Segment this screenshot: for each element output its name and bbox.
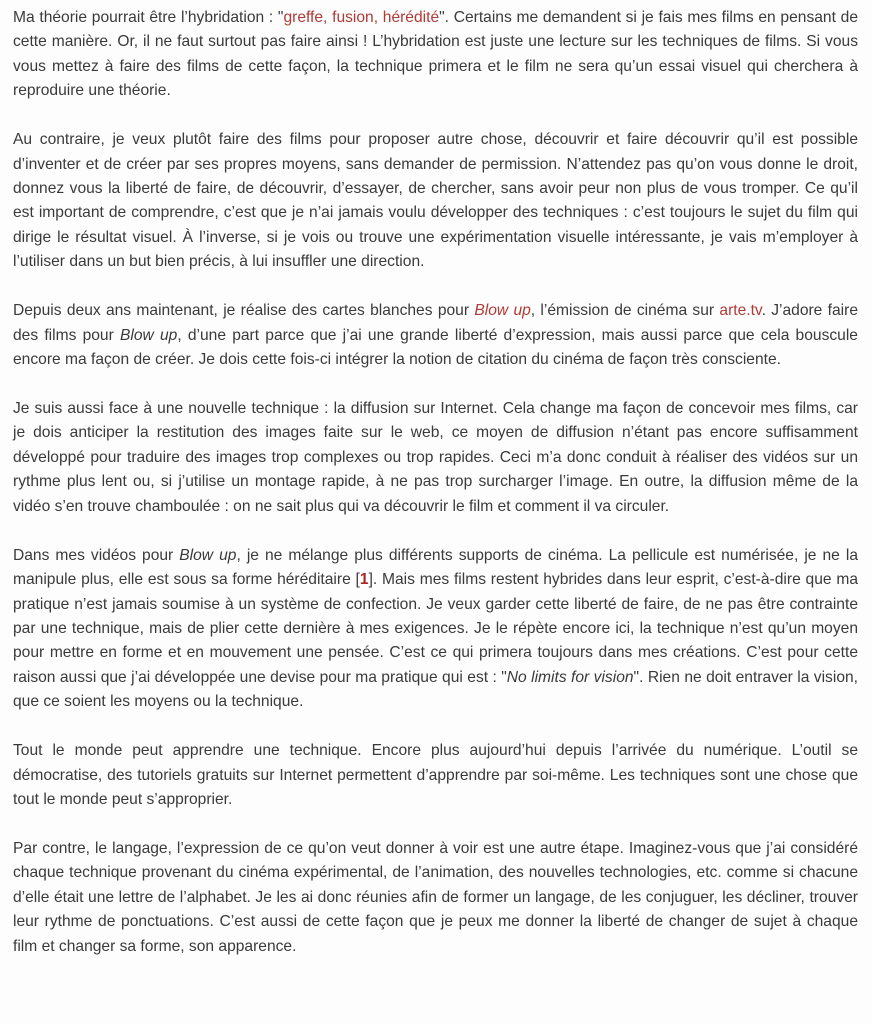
arte-tv-link[interactable]: arte.tv (719, 302, 762, 320)
article-body (13, 6, 858, 984)
blow-up-title: Blow up (179, 546, 237, 564)
paragraph-2: Au contraire, je veux plutôt faire des films pour proposer autre chose, découvrir et faire découvrir qu’il est possible d’inventer et de créer par ses propres moyens, sans demander de permission. N’attendez pas qu’on vous donne le droit, donnez vous la liberté de faire, de découvrir, d’essayer, de chercher, sans avoir peur non plus de vous tromper. Ce qu’il est important de comprendre, c’est que je n’ai jamais voulu développer des techniques : c’est toujours le sujet du film qui dirige le résultat visuel. À l’inverse, si je vois ou trouve une expérimentation visuelle intéressante, je vais m’employer à l’utiliser dans un but bien précis, à lui insuffler une direction. (13, 131, 858, 271)
blow-up-link[interactable] (474, 302, 530, 319)
motto: No limits for vision (506, 668, 634, 686)
paragraph-1 (13, 6, 858, 104)
text-span: , je ne mélange plus différents supports de cinéma. La pellicule est numérisée, je ne la manipule plus, elle est sous sa forme héréditaire [ (13, 546, 858, 589)
text-span: , l’émission de cinéma sur (530, 302, 720, 320)
text-span: Depuis deux ans maintenant, je réalise des cartes blanches pour (13, 302, 475, 320)
text-span: ]. Mais mes films restent hybrides dans leur esprit, c’est-à-dire que ma pratique n’est jamais soumise à un système de confection. Je veux garder cette liberté de faire, de ne pas être contrainte par une technique, mais de plier cette dernière à mes exigences. Je le répète encore ici, la technique n’est qu’un moyen pour mettre en forme et en mouvement une pensée. C’est ce qui primera toujours dans mes créations. C’est pour cette raison aussi que j’ai développée une devise pour ma pratique qui est : " (13, 571, 858, 686)
text-span: ". Rien ne doit entraver la vision, que ce soient les moyens ou la technique. (13, 668, 858, 711)
text-span: Ma théorie pourrait être l’hybridation : " (13, 9, 284, 26)
text-span: ". Certains me demandent si je fais mes films en pensant de cette manière. Or, il ne faut surtout pas faire ainsi ! L’hybridation est juste une lecture sur les techniques de films. Si vous vous mettez à faire des films de cette façon, la technique primera et le film ne sera qu’un essai visuel qui cherchera à reproduire une théorie. (13, 9, 858, 100)
footnote-link-1[interactable]: 1 (359, 571, 369, 589)
blow-up-link-label[interactable]: Blow up (474, 302, 531, 320)
paragraph-6: Tout le monde peut apprendre une technique. Encore plus aujourd’hui depuis l’arrivée du numérique. L’outil se démocratise, des tutoriels gratuits sur Internet permettent d’apprendre par soi-même. Les techniques sont une chose que tout le monde peut s’approprier. (13, 742, 858, 808)
paragraph-5 (13, 544, 858, 715)
paragraph-4: Je suis aussi face à une nouvelle technique : la diffusion sur Internet. Cela change ma façon de concevoir mes films, car je dois anticiper la restitution des images faite sur le web, ce moyen de diffusion n’étant pas encore suffisamment développé pour traduire des images trop complexes ou trop rapides. Ceci m’a donc conduit à réaliser des vidéos sur un rythme plus lent ou, si j’utilise un montage rapide, à ne pas trop surcharger l’image. En outre, la diffusion même de la vidéo s’en trouve chamboulée : on ne sait plus qui va découvrir le film et comment il va circuler. (13, 400, 858, 515)
text-span: Dans mes vidéos pour (13, 546, 180, 564)
hybridation-link[interactable]: greffe, fusion, hérédité (283, 9, 440, 26)
text-span: , d’une part parce que j’ai une grande liberté d’expression, mais aussi parce que cela bouscule encore ma façon de créer. Je dois cette fois-ci intégrer la notion de citation du cinéma de façon très consciente. (13, 326, 858, 369)
paragraph-7: Par contre, le langage, l’expression de ce qu’on veut donner à voir est une autre étape. Imaginez-vous que j’ai considéré chaque technique provenant du cinéma expérimental, de l’animation, des nouvelles technologies, etc. comme si chacune d’elle était une lettre de l’alphabet. Je les ai donc réunies afin de former un langage, de les conjuguer, les décliner, trouver leur rythme de ponctuations. C’est aussi de cette façon que je peux me donner la liberté de changer de sujet à chaque film et changer sa forme, son apparence. (13, 839, 858, 955)
paragraph-3 (13, 299, 858, 372)
blow-up-title: Blow up (119, 326, 178, 344)
text-span: . J’adore faire des films pour (13, 302, 858, 344)
